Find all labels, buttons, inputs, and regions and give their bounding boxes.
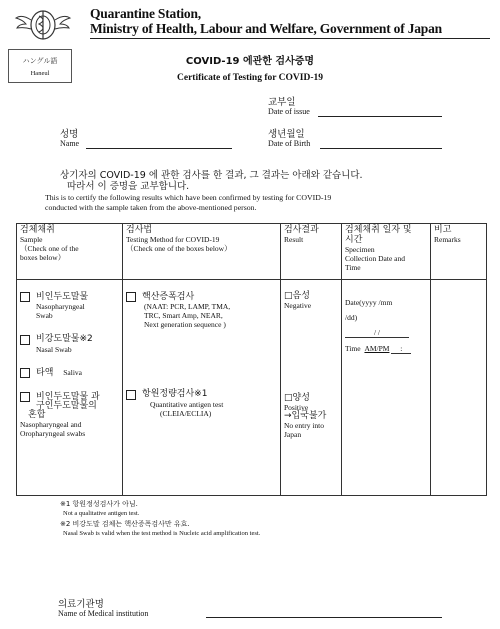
checkbox-naat[interactable] xyxy=(126,292,136,302)
intro-ko-line-2: 따라서 이 증명을 교부합니다. xyxy=(67,181,190,192)
date-of-issue-field[interactable] xyxy=(318,116,442,117)
header-method-ko: 검사법 xyxy=(126,225,153,235)
sample-saliva-ko: 타액 xyxy=(36,367,54,378)
header-date-ko-1: 검체채취 일자 및 xyxy=(345,225,412,235)
header-sample-en-3: boxes below） xyxy=(20,253,66,262)
method-naat-en-2: TRC, Smart Amp, NEAR, xyxy=(144,311,223,321)
method-antigen-en xyxy=(126,400,277,418)
result-positive-en: Positive xyxy=(284,403,309,412)
sample-mixed-ko-1: 비인두도말물 과 xyxy=(36,391,100,402)
footnotes xyxy=(60,499,260,539)
footnote-2-ko: ※2 비강도말 검체는 핵산증폭검사만 유효. xyxy=(60,520,190,528)
method-antigen-en-2: (CLEIA/ECLIA) xyxy=(160,408,212,418)
checkbox-antigen[interactable] xyxy=(126,390,136,400)
time-row xyxy=(345,344,427,354)
date-of-issue-label-ko: 교부일 xyxy=(268,97,296,108)
ampm-field[interactable]: AM/PM xyxy=(364,344,390,353)
header-remarks xyxy=(431,224,487,280)
intro-korean xyxy=(60,170,363,192)
header-result xyxy=(281,224,342,280)
sample-saliva-en: Saliva xyxy=(63,367,83,377)
date-of-birth-field[interactable] xyxy=(320,148,442,149)
header-method xyxy=(123,224,281,280)
remarks-cell[interactable] xyxy=(431,280,487,496)
header-date-ko-2: 시간 xyxy=(345,235,363,245)
method-option-naat[interactable] xyxy=(126,292,277,329)
sample-option-nasal[interactable] xyxy=(20,334,119,353)
header-result-en: Result xyxy=(284,235,304,244)
sample-nasopharyngeal-en-2: Swab xyxy=(36,311,53,321)
footnote-1-ko: ※1 항원정성검사가 아님. xyxy=(60,500,138,508)
result-option-positive[interactable] xyxy=(284,394,338,439)
checkbox-nasal[interactable] xyxy=(20,335,30,345)
header-sample-ko: 검체채취 xyxy=(20,225,55,235)
result-negative-en: Negative xyxy=(284,301,312,310)
intro-ko-line-1: 상기자의 COVID-19 에 관한 검사를 한 결과, 그 결과는 아래와 같습니다. xyxy=(60,170,363,181)
language-label-ja: ハングル語 xyxy=(22,57,58,65)
header-collection-date xyxy=(342,224,431,280)
sample-mixed-en-2: Oropharyngeal swabs xyxy=(20,429,86,439)
sample-nasopharyngeal-ko: 비인두도말물 xyxy=(36,292,89,302)
sample-option-mixed-swabs[interactable] xyxy=(20,392,119,438)
table-header-row xyxy=(17,224,487,280)
date-of-issue-label-en: Date of issue xyxy=(268,107,310,116)
header-date-en-2: Collection Date and xyxy=(345,254,405,263)
name-label-en: Name xyxy=(60,139,80,148)
method-antigen-en-1: Quantitative antigen test xyxy=(150,399,224,409)
institution-label-ko: 의료기관명 xyxy=(58,599,104,610)
header-method-en-2: （Check one of the boxes below） xyxy=(126,244,232,253)
org-line-2: Ministry of Health, Labour and Welfare, Government of Japan xyxy=(90,21,442,36)
sample-nasal-ko: 비강도말물※2 xyxy=(36,334,93,345)
sample-mixed-ko-3: 혼합 xyxy=(28,410,46,421)
sample-mixed-ko-2: 구인두도말물의 xyxy=(36,401,97,412)
checkbox-saliva[interactable] xyxy=(20,368,30,378)
institution-field[interactable] xyxy=(206,617,442,618)
collection-datetime xyxy=(342,280,431,496)
title-english: Certificate of Testing for COVID-19 xyxy=(177,73,323,83)
result-options xyxy=(281,280,342,496)
time-label: Time xyxy=(345,344,361,353)
sample-mixed-en-1: Nasopharyngeal and xyxy=(20,420,82,430)
date-of-birth-label-ko: 생년월일 xyxy=(268,129,305,140)
date-label-2: /dd) xyxy=(345,313,358,322)
result-option-negative[interactable] xyxy=(284,292,338,310)
sample-option-saliva[interactable] xyxy=(20,368,119,378)
footnote-1-en: Not a qualitative antigen test. xyxy=(63,510,140,517)
header-date-en-3: Time xyxy=(345,263,361,272)
method-naat-ko: 핵산증폭검사 xyxy=(142,292,195,302)
header-sample-en-1: Sample xyxy=(20,235,43,244)
method-option-antigen[interactable] xyxy=(126,389,277,417)
date-of-birth-label-en: Date of Birth xyxy=(268,139,311,148)
result-positive-ko: □양성 xyxy=(284,393,310,403)
header-remarks-ko: 비고 xyxy=(434,225,452,235)
language-label-en: Haneul xyxy=(30,70,50,77)
method-antigen-ko: 항원정량검사※1 xyxy=(142,389,208,400)
organization-name xyxy=(90,6,442,36)
intro-english xyxy=(45,193,465,213)
title-korean: COVID-19 에관한 검사증명 xyxy=(185,56,315,67)
header-sample-en-2: （Check one of the xyxy=(20,244,79,253)
quarantine-emblem-icon xyxy=(14,8,72,42)
method-naat-en-3: Next generation sequence ) xyxy=(144,320,226,330)
name-label-ko: 성명 xyxy=(60,129,79,140)
header-date-en-1: Specimen xyxy=(345,245,375,254)
name-field[interactable] xyxy=(86,148,232,149)
test-results-table xyxy=(16,223,487,496)
sample-nasal-en: Nasal Swab xyxy=(36,344,72,354)
checkbox-mixed-swabs[interactable] xyxy=(20,392,30,402)
institution-label-en: Name of Medical institution xyxy=(58,609,149,618)
org-line-1: Quarantine Station, xyxy=(90,6,201,21)
intro-en-line-1: This is to certify the following results which have been confirmed by testing for COVID-19 xyxy=(45,193,332,202)
result-no-entry-ko: →입국불가 xyxy=(284,411,327,421)
date-input[interactable]: / / xyxy=(345,328,409,338)
sample-option-nasopharyngeal[interactable] xyxy=(20,292,119,320)
table-body-row xyxy=(17,280,487,496)
method-naat-en xyxy=(126,302,277,329)
date-label: Date(yyyy /mm xyxy=(345,298,393,307)
result-no-entry-en-2: Japan xyxy=(284,430,302,439)
header-rule xyxy=(90,38,490,39)
result-no-entry-en-1: No entry into xyxy=(284,421,324,430)
sample-options xyxy=(17,280,123,496)
header-result-ko: 검사결과 xyxy=(284,225,319,235)
method-options xyxy=(123,280,281,496)
time-input[interactable]: : xyxy=(391,344,411,354)
method-naat-en-1: (NAAT: PCR, LAMP, TMA, xyxy=(144,302,231,312)
checkbox-nasopharyngeal[interactable] xyxy=(20,292,30,302)
intro-en-line-2: conducted with the sample taken from the above-mentioned person. xyxy=(45,203,257,212)
header-remarks-en: Remarks xyxy=(434,235,461,244)
sample-nasopharyngeal-en-1: Nasopharyngeal xyxy=(36,302,85,312)
footnote-2-en: Nasal Swab is valid when the test method is Nucleic acid amplification test. xyxy=(63,530,261,537)
header-method-en-1: Testing Method for COVID-19 xyxy=(126,235,220,244)
result-negative-ko: □음성 xyxy=(284,291,310,301)
sample-nasopharyngeal-en xyxy=(20,302,119,320)
header-sample xyxy=(17,224,123,280)
